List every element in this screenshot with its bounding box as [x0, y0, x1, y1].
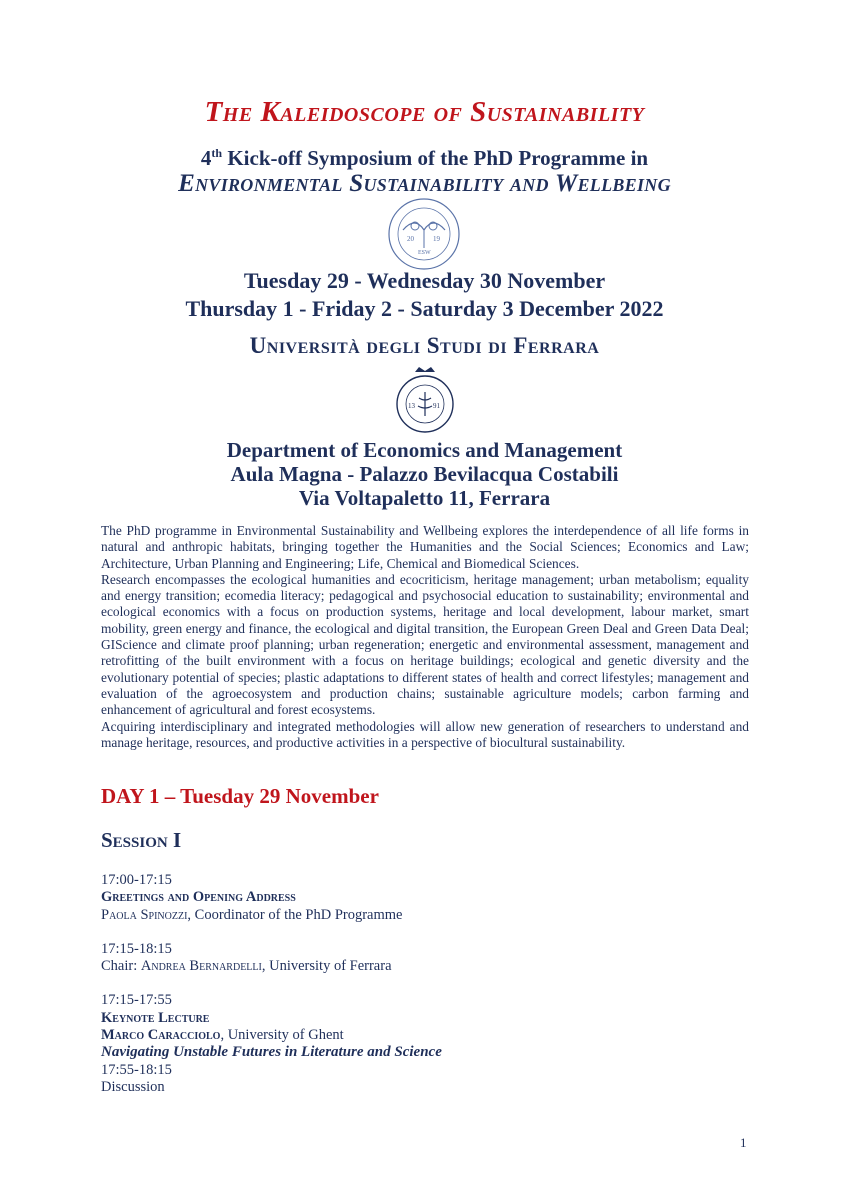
schedule-title: Greetings and Opening Address	[101, 889, 296, 906]
university-seal-logo	[383, 366, 467, 434]
schedule-time: 17:00-17:15	[101, 872, 172, 888]
venue-block	[0, 438, 849, 510]
intro-paragraph-2: Research encompasses the ecological humanities and ecocriticism, heritage management; urban metabolism; equality and energy transition; ecomedia literacy; pedagogical and psychosocial education to sustainability; environmental and ecological economics with a focus on production systems, heritage and local development, labour market, smart mobility, green energy and finance, the ecological and digital transition, the European Green Deal and Green Data Deal; GIScience and climate proof planning; urban regeneration; energetic and environmental assessment, management and retrofitting of the built environment with a focus on heritage buildings; ecological and genetic diversity and the evolutionary potential of species; plastic adaptations to different states of health and correct lifestyles; management and evaluation of the agroecosystem and production chains; sustainable agriculture models; carbon farming and enhancement of agricultural and forest ecosystems.	[101, 571, 749, 718]
schedule-time: 17:15-17:55	[101, 992, 172, 1009]
university-name: Università degli Studi di Ferrara	[249, 333, 600, 358]
schedule-item	[101, 941, 749, 976]
venue-address: Via Voltapaletto 11, Ferrara	[298, 486, 551, 510]
logo-year-left: 20	[407, 235, 414, 243]
schedule-title: Keynote Lecture	[101, 1009, 210, 1026]
event-title	[0, 96, 849, 129]
symposium-line	[0, 146, 849, 171]
chair-affiliation: , University of Ferrara	[261, 958, 392, 975]
schedule-time: 17:15-18:15	[101, 940, 172, 957]
venue-department: Department of Economics and Management	[226, 438, 623, 462]
speaker-affiliation: , University of Ghent	[220, 1027, 344, 1044]
dates-line-1: Tuesday 29 - Wednesday 30 November	[243, 268, 606, 293]
schedule-item	[101, 872, 749, 924]
logo-label: ESW	[418, 250, 431, 256]
page-number: 1	[740, 1135, 747, 1150]
seal-year-left: 13	[408, 402, 415, 410]
chair-line	[101, 958, 749, 975]
chair-prefix: Chair:	[101, 958, 141, 975]
intro-paragraph-3: Acquiring interdisciplinary and integrated methodologies will allow new generation of researchers to understand and manage heritage, resources, and productive activities in a perspective of biocultural sustainability.	[101, 718, 749, 750]
dates-line-2: Thursday 1 - Friday 2 - Saturday 3 December 2022	[185, 296, 664, 321]
schedule-speaker-line	[101, 1027, 749, 1044]
programme-title: Environmental Sustainability and Wellbeing	[178, 170, 671, 197]
programme-description	[101, 523, 749, 751]
schedule-time: 17:55-18:15	[101, 1061, 172, 1078]
schedule-speaker-line	[101, 907, 749, 924]
phd-programme-logo	[385, 196, 463, 272]
intro-paragraph-1: The PhD programme in Environmental Sustainability and Wellbeing explores the interdependence of all life forms in natural and anthropic habitats, bringing together the Humanities and the Social Sciences; Economics and Law; Architecture, Urban Planning and Engineering; Life, Chemical and Biomedical Sciences.	[101, 523, 749, 571]
speaker-name: Paola Spinozzi	[101, 906, 188, 923]
discussion-label: Discussion	[101, 1078, 165, 1095]
chair-name: Andrea Bernardelli	[140, 958, 262, 975]
logo-year-right: 19	[433, 235, 440, 243]
speaker-affiliation: , Coordinator of the PhD Programme	[187, 906, 403, 923]
venue-hall: Aula Magna - Palazzo Bevilacqua Costabili	[230, 462, 619, 486]
event-dates	[0, 267, 849, 323]
session-heading: Session I	[101, 828, 182, 852]
schedule-item	[101, 992, 749, 1096]
programme-schedule	[101, 872, 749, 1113]
symposium-text: Kick-off Symposium of the PhD Programme in	[222, 146, 649, 170]
speaker-name: Marco Caracciolo	[101, 1027, 221, 1044]
event-title-text: The Kaleidoscope of Sustainability	[204, 96, 645, 128]
talk-title: Navigating Unstable Futures in Literature and Science	[101, 1044, 442, 1061]
symposium-ordinal: th	[211, 146, 223, 160]
day-heading: DAY 1 – Tuesday 29 November	[101, 784, 379, 808]
symposium-number: 4	[200, 146, 212, 170]
seal-year-right: 91	[433, 402, 440, 410]
